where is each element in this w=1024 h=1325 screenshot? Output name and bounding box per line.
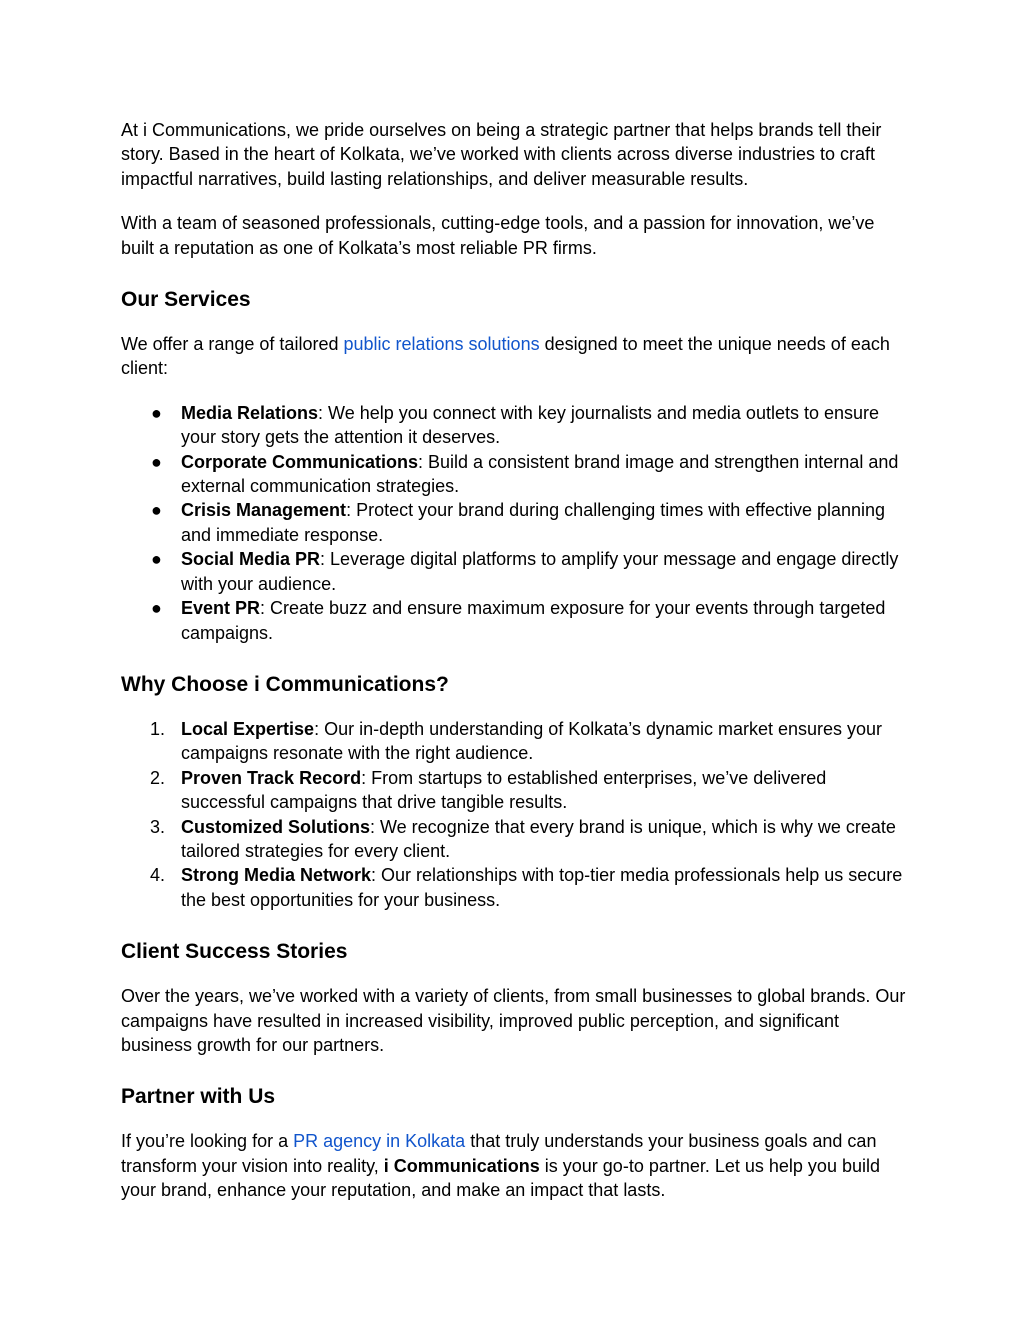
service-term: Media Relations: [181, 402, 319, 423]
document-page: [121, 118, 911, 1203]
partner-heading: Partner with Us: [121, 1085, 276, 1109]
list-number: 3.: [150, 816, 166, 837]
bullet-marker: ●: [151, 598, 162, 619]
service-description: : Create buzz and ensure maximum exposure for your events through targeted campaigns.: [181, 598, 886, 643]
list-item: [121, 717, 911, 766]
list-item: [121, 815, 911, 864]
list-item: [121, 863, 911, 912]
partner-text-before: If you’re looking for a: [121, 1131, 294, 1152]
services-heading: Our Services: [121, 288, 251, 312]
partner-text-middle: that truly understands your business goals and can transform your vision into reality,: [121, 1131, 877, 1176]
list-item: [121, 596, 911, 645]
client-success-paragraph: Over the years, we’ve worked with a variety of clients, from small businesses to global brands. Our campaigns have resulted in increased visibility, improved public perception, and significant business growth for our partners.: [121, 986, 906, 1055]
reason-description: : From startups to established enterprises, we’ve delivered successful campaigns that drive tangible results.: [181, 767, 827, 813]
partner-paragraph: [121, 1129, 911, 1202]
reason-term: Strong Media Network: [181, 865, 372, 886]
list-item: [121, 547, 911, 596]
service-description: : Protect your brand during challenging times with effective planning and immediate response.: [181, 500, 886, 545]
service-term: Event PR: [181, 598, 261, 619]
services-lead-before: We offer a range of tailored: [121, 334, 344, 355]
reason-term: Local Expertise: [181, 718, 315, 739]
service-term: Corporate Communications: [181, 451, 419, 472]
reason-description: : We recognize that every brand is unique, which is why we create tailored strategies for every client.: [181, 816, 896, 861]
why-choose-heading: Why Choose i Communications?: [121, 672, 449, 696]
bullet-marker: ●: [151, 402, 162, 423]
services-lead-after: designed to meet the unique needs of each client:: [121, 334, 890, 379]
service-description: : We help you connect with key journalists and media outlets to ensure your story gets the attention it deserves.: [181, 402, 880, 448]
reason-term: Customized Solutions: [181, 816, 370, 837]
list-item: [121, 450, 911, 499]
why-choose-list: [121, 717, 911, 912]
service-description: : Build a consistent brand image and strengthen internal and external communication strategies.: [181, 451, 899, 497]
list-number: 4.: [150, 865, 166, 886]
client-success-heading: Client Success Stories: [121, 940, 348, 964]
list-number: 1.: [150, 718, 166, 739]
services-lead-paragraph: [121, 332, 911, 381]
list-item: [121, 766, 911, 815]
services-list: [121, 401, 911, 645]
company-name-bold: i Communications: [383, 1155, 540, 1176]
partner-text-after: is your go-to partner. Let us help you build your brand, enhance your reputation, and make an impact that lasts.: [121, 1155, 880, 1201]
list-item: [121, 498, 911, 547]
intro-paragraph-2: With a team of seasoned professionals, cutting-edge tools, and a passion for innovation, we’ve built a reputation as one of Kolkata’s most reliable PR firms.: [121, 213, 875, 258]
reason-description: : Our relationships with top-tier media professionals help us secure the best opportunities for your business.: [181, 865, 903, 910]
pr-agency-kolkata-link[interactable]: PR agency in Kolkata: [293, 1131, 466, 1152]
public-relations-solutions-link[interactable]: public relations solutions: [343, 334, 540, 355]
bullet-marker: ●: [151, 451, 162, 472]
reason-description: : Our in-depth understanding of Kolkata’s dynamic market ensures your campaigns resonate with the right audience.: [181, 718, 883, 764]
service-description: : Leverage digital platforms to amplify your message and engage directly with your audience.: [181, 549, 899, 594]
intro-paragraph-1: At i Communications, we pride ourselves on being a strategic partner that helps brands tell their story. Based in the heart of Kolkata, we’ve worked with clients across diverse industries to craft impactful narratives, build lasting relationships, and deliver measurable results.: [121, 120, 882, 189]
service-term: Crisis Management: [181, 500, 347, 521]
bullet-marker: ●: [151, 500, 162, 521]
bullet-marker: ●: [151, 549, 162, 570]
list-number: 2.: [150, 767, 166, 788]
service-term: Social Media PR: [181, 549, 321, 570]
reason-term: Proven Track Record: [181, 767, 362, 788]
list-item: [121, 401, 911, 450]
